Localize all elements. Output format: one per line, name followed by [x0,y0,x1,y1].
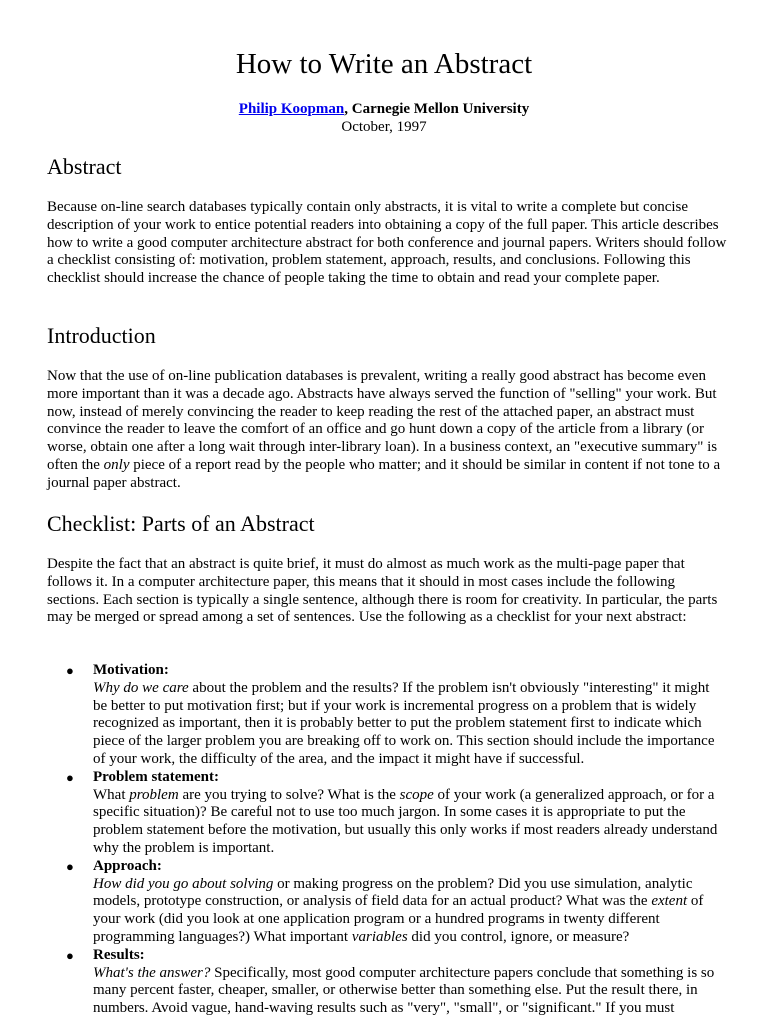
item-text: did you control, ignore, or measure? [407,928,630,945]
item-text: or making progress on the problem? Did you use simulation, analytic models, prototype construction, or analysis of field data for an actual product? What was the [93,875,693,910]
item-text: of your work (a generalized approach, or for a specific situation)? Be careful not to use too much jargon. In some cases it is appropriate to put the problem statement before the motivation, but usually this only works if most readers already understand why the problem is important. [93,786,718,856]
item-emphasis: What's the answer? [93,964,211,981]
byline [0,100,768,136]
checklist-item-results [0,947,723,1018]
item-text: What [93,786,130,803]
item-text: are you trying to solve? What is the [178,786,400,803]
item-label: Results: [93,946,145,963]
bullet-icon: ● [66,858,74,874]
item-emphasis: How did you go about solving [93,875,274,892]
item-emphasis: Why do we care [93,679,189,696]
publication-date: October, 1997 [341,119,427,135]
checklist-intro-paragraph: Despite the fact that an abstract is quite brief, it must do almost as much work as the multi-page paper that follows it. In a computer architecture paper, this means that it should in most cases include the following sections. Each section is typically a single sentence, although there is room for creativity. In particular, the parts may be merged or spread among a set of sentences. Use the following as a checklist for your next abstract: [47,556,718,626]
item-text: about the problem and the results? If the problem isn't obviously "interesting" it might be better to put motivation first; but if your work is incremental progress on a problem that is widely recognized as important, then it is probably better to put the problem statement first to indicate which piece of the larger problem you are breaking off to work on. This section should include the importance of your work, the difficulty of the area, and the impact it might have if successful. [93,679,715,767]
author-link[interactable]: Philip Koopman [238,101,345,117]
page-title: How to Write an Abstract [235,48,533,80]
intro-emphasis: only [103,456,130,473]
intro-text-a: Now that the use of on-line publication databases is prevalent, writing a really good abstract has become even more important than it was a decade ago. Abstracts have always served the function of "selling" your work. But now, instead of merely convincing the reader to keep reading the rest of the attached paper, an abstract must convince the reader to leave the comfort of an office and go hunt down a copy of the article from a library (or worse, obtain one after a long wait through inter-library loan). In a business context, an "executive summary" is often the [47,368,718,473]
item-label: Motivation: [93,662,169,678]
author-affiliation: , Carnegie Mellon University [344,101,530,117]
item-emphasis: problem [129,786,179,803]
checklist-item-approach [0,858,723,947]
checklist-item-motivation [0,662,723,769]
item-text: Specifically, most good computer architecture papers conclude that something is so many percent faster, cheaper, smaller, or otherwise better than something else. Put the result there, in numbers. Avoid vague, hand-waving results such as "very", "small", or "significant." If you must [93,964,715,1017]
bullet-icon: ● [66,663,74,678]
bullet-icon: ● [66,947,74,963]
abstract-paragraph: Because on-line search databases typically contain only abstracts, it is vital to write a complete but concise description of your work to entice potential readers into obtaining a copy of the full paper. This article describes how to write a good computer architecture abstract for both conference and journal papers. Writers should follow a checklist consisting of: motivation, problem statement, approach, results, and conclusions. Following this checklist should increase the chance of people taking the time to obtain and read your complete paper. [47,199,727,287]
checklist-item-problem-statement [0,769,723,858]
heading-checklist: Checklist: Parts of an Abstract [47,511,315,536]
item-text: of your work (did you look at one application program or a hundred programs in twenty different programming languages?) What important [93,893,704,945]
heading-abstract: Abstract [47,154,122,179]
item-emphasis: variables [351,928,408,945]
item-emphasis: extent [651,893,688,910]
item-emphasis: scope [399,786,434,803]
intro-text-b: piece of a report read by the people who matter; and it should be similar in content if not tone to a journal paper abstract. [47,456,721,491]
item-label: Problem statement: [93,768,219,785]
introduction-paragraph [47,368,727,493]
bullet-icon: ● [66,769,74,785]
item-label: Approach: [93,857,162,874]
heading-introduction: Introduction [47,323,156,348]
checklist [0,662,768,1018]
